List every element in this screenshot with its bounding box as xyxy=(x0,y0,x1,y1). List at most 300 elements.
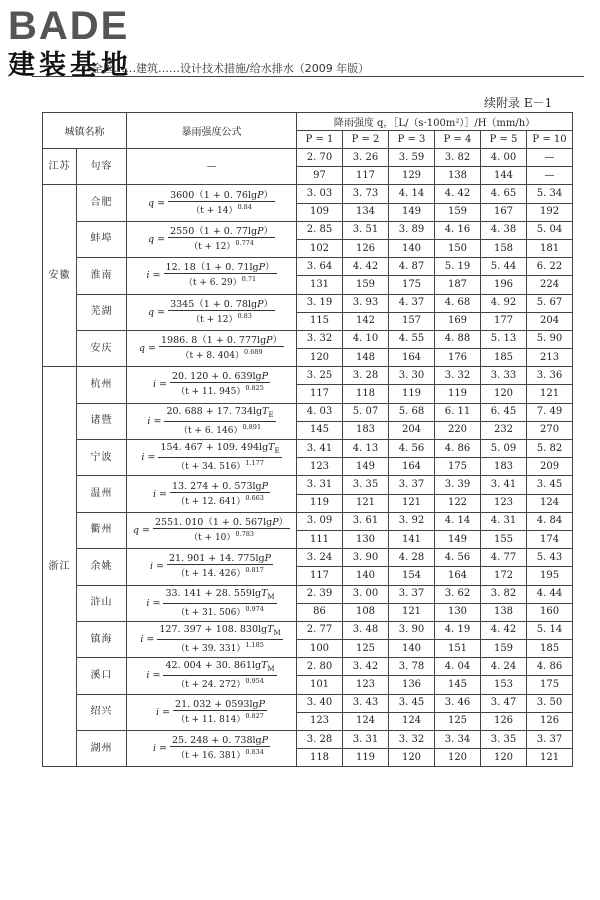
formula-denominator: （t + 31. 506）$^{0.974}$ xyxy=(176,604,264,618)
city-cell: 蚌埠 xyxy=(77,221,127,257)
formula-exponent: 0.84 xyxy=(237,202,252,211)
formula-exponent: 0.974 xyxy=(245,604,264,613)
intensity-q-cell: 3. 37 xyxy=(389,585,435,603)
city-cell: 宁波 xyxy=(77,440,127,476)
intensity-h-cell: 187 xyxy=(435,276,481,294)
intensity-h-cell: 196 xyxy=(481,276,527,294)
intensity-q-cell: 3. 36 xyxy=(527,367,573,385)
intensity-h-cell: 150 xyxy=(435,239,481,257)
intensity-h-cell: 159 xyxy=(481,640,527,658)
period-header: P = 2 xyxy=(343,131,389,149)
intensity-h-cell: 175 xyxy=(527,676,573,694)
formula-denominator: $(t + 10)^{0.783}$ xyxy=(189,529,255,543)
province-cell: 浙江 xyxy=(43,367,77,767)
formula-exponent: 0.954 xyxy=(245,677,264,686)
city-cell: 衢州 xyxy=(77,512,127,548)
intensity-q-cell: 3. 03 xyxy=(297,185,343,203)
formula-cell: q = $\frac{3600(1 + 0. 76\lg P)}{(t + 14)^{0.84}}$ xyxy=(127,185,297,221)
intensity-h-cell: 144 xyxy=(481,167,527,185)
formula-lhs: i xyxy=(146,597,150,609)
intensity-h-cell: 120 xyxy=(389,749,435,767)
appendix-label: 续附录 E－1 xyxy=(484,96,553,110)
intensity-h-cell: 192 xyxy=(527,203,573,221)
intensity-h-cell: 232 xyxy=(481,421,527,439)
intensity-q-cell: 4. 44 xyxy=(527,585,573,603)
intensity-h-cell: 164 xyxy=(435,567,481,585)
formula-exponent: 0.891 xyxy=(242,422,262,431)
intensity-q-cell: 4. 56 xyxy=(435,549,481,567)
intensity-q-cell: 3. 89 xyxy=(389,221,435,239)
intensity-h-cell: 123 xyxy=(297,712,343,730)
intensity-h-cell: — xyxy=(527,167,573,185)
intensity-q-cell: 4. 68 xyxy=(435,294,481,312)
intensity-q-cell: 6. 22 xyxy=(527,258,573,276)
intensity-q-cell: 4. 04 xyxy=(435,658,481,676)
intensity-h-cell: 145 xyxy=(297,421,343,439)
intensity-h-cell: 111 xyxy=(297,530,343,548)
intensity-q-cell: 4. 16 xyxy=(435,221,481,239)
intensity-h-cell: 195 xyxy=(527,567,573,585)
table-row xyxy=(43,440,573,458)
city-cell: 句容 xyxy=(77,149,127,185)
formula-cell: i = $\frac{12. 18(1 + 0. 71\lg P)}{(t + 6. 29)^{0.71}}$ xyxy=(127,258,297,294)
intensity-q-cell: 3. 28 xyxy=(343,367,389,385)
intensity-q-cell: 3. 93 xyxy=(343,294,389,312)
city-cell: 余姚 xyxy=(77,549,127,585)
intensity-h-cell: 176 xyxy=(435,349,481,367)
table-row xyxy=(43,185,573,203)
formula-cell: i = $\frac{21. 032 + 0593\lg P}{(t + 11. 814)^{0.827}}$ xyxy=(127,694,297,730)
intensity-h-cell: 138 xyxy=(481,603,527,621)
formula-lhs: q xyxy=(138,343,146,355)
intensity-q-cell: 3. 45 xyxy=(527,476,573,494)
intensity-h-cell: 117 xyxy=(343,167,389,185)
intensity-q-cell: 3. 32 xyxy=(389,731,435,749)
intensity-q-cell: 4. 86 xyxy=(435,440,481,458)
intensity-q-cell: 4. 42 xyxy=(481,621,527,639)
intensity-h-cell: 126 xyxy=(527,712,573,730)
period-header: P = 3 xyxy=(389,131,435,149)
province-cell: 安徽 xyxy=(43,185,77,367)
intensity-q-cell: 3. 00 xyxy=(343,585,389,603)
formula-lhs: i xyxy=(141,452,145,464)
period-header: P = 5 xyxy=(481,131,527,149)
intensity-h-cell: 140 xyxy=(389,640,435,658)
intensity-q-cell: 5. 13 xyxy=(481,330,527,348)
intensity-q-cell: 3. 32 xyxy=(297,330,343,348)
intensity-h-cell: 149 xyxy=(389,203,435,221)
formula-fraction xyxy=(173,699,267,726)
intensity-h-cell: 122 xyxy=(435,494,481,512)
intensity-h-cell: 164 xyxy=(389,349,435,367)
formula-lhs: i xyxy=(146,670,150,682)
variable-p: P xyxy=(257,189,264,201)
formula-exponent: 0.663 xyxy=(245,493,264,502)
intensity-h-cell: 119 xyxy=(297,494,343,512)
intensity-h-cell: 109 xyxy=(297,203,343,221)
formula-lhs: i xyxy=(147,415,151,427)
variable-t: T xyxy=(268,442,275,454)
intensity-q-cell: 4. 42 xyxy=(343,258,389,276)
intensity-h-cell: 124 xyxy=(527,494,573,512)
intensity-h-cell: 123 xyxy=(297,458,343,476)
formula-denominator: （t + 6. 146）$^{0.891}$ xyxy=(178,422,262,436)
formula-fraction xyxy=(167,553,273,580)
intensity-h-cell: 220 xyxy=(435,421,481,439)
intensity-q-cell: 3. 37 xyxy=(389,476,435,494)
intensity-q-cell: 5. 82 xyxy=(527,440,573,458)
formula-cell: i = $\frac{20. 688 + 17. 734\lg T_E}{(t + 6. 146)^{0.891}}$ xyxy=(127,403,297,439)
intensity-h-cell: 117 xyxy=(297,567,343,585)
formula-fraction xyxy=(170,481,270,508)
formula-denominator: （t + 8. 404）$^{0.689}$ xyxy=(180,348,263,362)
intensity-q-cell: 3. 50 xyxy=(527,694,573,712)
intensity-h-cell: 119 xyxy=(343,749,389,767)
intensity-h-cell: 121 xyxy=(389,494,435,512)
intensity-q-cell: 3. 28 xyxy=(297,731,343,749)
intensity-q-cell: 4. 38 xyxy=(481,221,527,239)
formula-cell: q = $\frac{1986. 8(1 + 0. 777\lg P)}{(t + 8. 404)^{0.689}}$ xyxy=(127,330,297,366)
intensity-q-cell: 4. 77 xyxy=(481,549,527,567)
intensity-h-cell: 120 xyxy=(481,385,527,403)
intensity-h-cell: 120 xyxy=(481,749,527,767)
formula-exponent: 0.825 xyxy=(245,384,264,393)
city-cell: 温州 xyxy=(77,476,127,512)
intensity-h-cell: 149 xyxy=(435,530,481,548)
intensity-q-cell: 3. 82 xyxy=(435,149,481,167)
variable-t: T xyxy=(262,405,269,417)
intensity-q-cell: 3. 61 xyxy=(343,512,389,530)
formula-exponent: 0.827 xyxy=(245,711,264,720)
intensity-q-cell: 5. 43 xyxy=(527,549,573,567)
intensity-q-cell: 4. 56 xyxy=(389,440,435,458)
intensity-q-cell: 4. 37 xyxy=(389,294,435,312)
subscript: M xyxy=(267,665,275,674)
table-row xyxy=(43,149,573,167)
table-row xyxy=(43,476,573,494)
intensity-h-cell: 177 xyxy=(481,312,527,330)
intensity-h-cell: 181 xyxy=(527,239,573,257)
intensity-q-cell: 4. 87 xyxy=(389,258,435,276)
intensity-h-cell: 134 xyxy=(343,203,389,221)
formula-fraction xyxy=(164,406,275,437)
intensity-q-cell: 4. 55 xyxy=(389,330,435,348)
intensity-q-cell: 3. 24 xyxy=(297,549,343,567)
intensity-q-cell: 3. 47 xyxy=(481,694,527,712)
formula-numerator: 21. 901 + 14. 775lgP xyxy=(169,553,272,565)
intensity-q-cell: 4. 88 xyxy=(435,330,481,348)
header-formula: 暴雨强度公式 xyxy=(127,113,297,149)
formula-fraction xyxy=(168,190,275,217)
intensity-q-cell: 3. 41 xyxy=(481,476,527,494)
intensity-h-cell: 158 xyxy=(481,239,527,257)
formula-numerator: 13. 274 + 0. 573lgP xyxy=(172,480,269,492)
variable-p: P xyxy=(261,371,269,383)
intensity-q-cell: 3. 32 xyxy=(435,367,481,385)
intensity-q-cell: 3. 51 xyxy=(343,221,389,239)
formula-denominator: $(t + 12)^{0.774}$ xyxy=(189,238,255,252)
formula-lhs: i xyxy=(152,379,157,391)
variable-p: P xyxy=(258,262,265,274)
formula-cell: i = $\frac{13. 274 + 0. 573\lg P}{(t + 12. 641)^{0.663}}$ xyxy=(127,476,297,512)
intensity-h-cell: 121 xyxy=(389,603,435,621)
intensity-h-cell: 121 xyxy=(527,749,573,767)
intensity-h-cell: 102 xyxy=(297,239,343,257)
intensity-h-cell: 115 xyxy=(297,312,343,330)
formula-denominator: （t + 11. 945）$^{0.825}$ xyxy=(176,384,264,398)
intensity-q-cell: 3. 45 xyxy=(389,694,435,712)
city-cell: 浒山 xyxy=(77,585,127,621)
intensity-q-cell: 3. 78 xyxy=(389,658,435,676)
variable-p: P xyxy=(258,698,265,710)
formula-fraction xyxy=(153,517,290,544)
intensity-q-cell: 5. 07 xyxy=(343,403,389,421)
intensity-h-cell: 140 xyxy=(343,567,389,585)
intensity-q-cell: 3. 40 xyxy=(297,694,343,712)
formula-numerator: 127. 397 + 108. 830lgT$_M$ xyxy=(157,624,282,640)
city-cell: 湖州 xyxy=(77,731,127,767)
city-cell: 淮南 xyxy=(77,258,127,294)
formula-fraction xyxy=(158,442,281,473)
intensity-q-cell: 3. 31 xyxy=(297,476,343,494)
formula-fraction xyxy=(168,299,275,326)
period-header: P = 4 xyxy=(435,131,481,149)
intensity-q-cell: 3. 73 xyxy=(343,185,389,203)
period-header: P = 1 xyxy=(297,131,343,149)
period-header: P = 10 xyxy=(527,131,573,149)
intensity-q-cell: 4. 14 xyxy=(389,185,435,203)
intensity-h-cell: 124 xyxy=(389,712,435,730)
intensity-h-cell: 270 xyxy=(527,421,573,439)
formula-numerator: 1986. 8（1 + 0. 777lgP） xyxy=(161,335,283,347)
formula-lhs: i xyxy=(155,706,160,718)
table-row xyxy=(43,294,573,312)
header-intensity: 降雨强度 q，［L/（s·100m²）］/H（mm/h） xyxy=(297,113,573,131)
city-cell: 溪口 xyxy=(77,658,127,694)
formula-numerator: 20. 688 + 17. 734lgT$_E$ xyxy=(164,406,275,422)
formula-exponent: 0.834 xyxy=(245,748,264,757)
formula-cell: i = $\frac{42. 004 + 30. 861\lg T_M}{(t + 24. 272)^{0.954}}$ xyxy=(127,658,297,694)
header-divider xyxy=(32,76,584,77)
intensity-q-cell: 5. 34 xyxy=(527,185,573,203)
formula-numerator: 21. 032 + 0593lgP xyxy=(175,698,265,710)
intensity-q-cell: 3. 31 xyxy=(343,731,389,749)
formula-lhs: i xyxy=(140,634,144,646)
intensity-q-cell: 4. 10 xyxy=(343,330,389,348)
intensity-q-cell: 3. 34 xyxy=(435,731,481,749)
intensity-q-cell: 3. 43 xyxy=(343,694,389,712)
formula-denominator: （t + 16. 381）$^{0.834}$ xyxy=(176,748,264,762)
table-row xyxy=(43,731,573,749)
city-cell: 芜湖 xyxy=(77,294,127,330)
intensity-h-cell: 141 xyxy=(389,530,435,548)
formula-numerator: 25. 248 + 0. 738lgP xyxy=(172,735,269,747)
intensity-q-cell: 3. 35 xyxy=(481,731,527,749)
subscript: E xyxy=(268,410,274,419)
rainfall-intensity-table xyxy=(42,112,573,767)
table-row xyxy=(43,403,573,421)
intensity-q-cell: 4. 92 xyxy=(481,294,527,312)
formula-numerator: 33. 141 + 28. 559lgT$_M$ xyxy=(163,588,276,604)
formula-fraction xyxy=(170,371,270,398)
intensity-q-cell: 4. 86 xyxy=(527,658,573,676)
intensity-q-cell: 3. 26 xyxy=(343,149,389,167)
intensity-q-cell: 5. 44 xyxy=(481,258,527,276)
formula-cell: q = $\frac{2551. 010(1 + 0. 567\lg P)}{(t + 10)^{0.783}}$ xyxy=(127,512,297,548)
intensity-q-cell: 3. 59 xyxy=(389,149,435,167)
intensity-q-cell: 3. 19 xyxy=(297,294,343,312)
intensity-h-cell: 101 xyxy=(297,676,343,694)
formula-denominator: $(t + 12)^{0.83}$ xyxy=(191,311,252,325)
intensity-q-cell: 5. 04 xyxy=(527,221,573,239)
intensity-h-cell: 123 xyxy=(343,676,389,694)
intensity-q-cell: 4. 03 xyxy=(297,403,343,421)
city-cell: 绍兴 xyxy=(77,694,127,730)
intensity-h-cell: 164 xyxy=(389,458,435,476)
intensity-q-cell: 3. 90 xyxy=(389,621,435,639)
formula-exponent: 1.177 xyxy=(245,459,264,468)
intensity-h-cell: 183 xyxy=(481,458,527,476)
intensity-h-cell: 108 xyxy=(343,603,389,621)
formula-denominator: （t + 12. 641）$^{0.663}$ xyxy=(176,493,264,507)
subscript: E xyxy=(274,447,280,456)
intensity-q-cell: 5. 14 xyxy=(527,621,573,639)
intensity-h-cell: 185 xyxy=(527,640,573,658)
subscript: M xyxy=(273,629,281,637)
intensity-h-cell: 129 xyxy=(389,167,435,185)
intensity-q-cell: 5. 68 xyxy=(389,403,435,421)
variable-p: P xyxy=(261,480,269,492)
formula-exponent: 0.774 xyxy=(235,238,255,247)
intensity-q-cell: 4. 65 xyxy=(481,185,527,203)
intensity-q-cell: 3. 42 xyxy=(343,658,389,676)
intensity-q-cell: 2. 80 xyxy=(297,658,343,676)
subscript: M xyxy=(267,592,275,601)
formula-numerator: 154. 467 + 109. 494lgT$_E$ xyxy=(158,442,281,458)
formula-numerator: 2550（1 + 0. 77lgP） xyxy=(170,225,274,237)
intensity-h-cell: 118 xyxy=(297,749,343,767)
formula-fraction xyxy=(170,735,270,762)
intensity-h-cell: 97 xyxy=(297,167,343,185)
intensity-h-cell: 159 xyxy=(435,203,481,221)
variable-p: P xyxy=(257,225,264,237)
formula-denominator: （t + 34. 516）$^{1.177}$ xyxy=(176,459,264,473)
intensity-h-cell: 138 xyxy=(435,167,481,185)
intensity-q-cell: 2. 70 xyxy=(297,149,343,167)
formula-lhs: q xyxy=(147,197,155,209)
city-cell: 安庆 xyxy=(77,330,127,366)
city-cell: 镇海 xyxy=(77,621,127,657)
variable-t: T xyxy=(261,660,268,672)
table-row xyxy=(43,694,573,712)
formula-fraction xyxy=(157,624,282,655)
intensity-h-cell: 183 xyxy=(343,421,389,439)
intensity-h-cell: 124 xyxy=(343,712,389,730)
formula-lhs: i xyxy=(146,270,150,282)
formula-lhs: q xyxy=(147,233,155,245)
intensity-q-cell: 3. 90 xyxy=(343,549,389,567)
table-row xyxy=(43,221,573,239)
city-cell: 合肥 xyxy=(77,185,127,221)
variable-p: P xyxy=(272,516,279,528)
intensity-q-cell: 5. 19 xyxy=(435,258,481,276)
intensity-h-cell: 125 xyxy=(343,640,389,658)
variable-p: P xyxy=(264,553,272,565)
formula-cell: i = $\frac{20. 120 + 0. 639\lg P}{(t + 11. 945)^{0.825}}$ xyxy=(127,367,297,403)
formula-numerator: 12. 18（1 + 0. 71lgP） xyxy=(165,262,275,274)
variable-p: P xyxy=(261,735,269,747)
variable-p: P xyxy=(257,298,264,310)
intensity-h-cell: 86 xyxy=(297,603,343,621)
intensity-h-cell: 148 xyxy=(343,349,389,367)
intensity-h-cell: 209 xyxy=(527,458,573,476)
intensity-h-cell: 119 xyxy=(389,385,435,403)
intensity-h-cell: 120 xyxy=(435,749,481,767)
formula-lhs: q xyxy=(147,306,155,318)
formula-numerator: 20. 120 + 0. 639lgP xyxy=(172,371,269,383)
table-row xyxy=(43,621,573,639)
intensity-h-cell: 204 xyxy=(389,421,435,439)
formula-exponent: 0.71 xyxy=(241,275,257,284)
intensity-q-cell: 5. 67 xyxy=(527,294,573,312)
variable-p: P xyxy=(266,335,273,347)
formula-numerator: 3600（1 + 0. 76lgP） xyxy=(170,189,274,201)
intensity-h-cell: 117 xyxy=(297,385,343,403)
intensity-q-cell: 4. 84 xyxy=(527,512,573,530)
formula-exponent: 0.83 xyxy=(237,311,252,320)
formula-cell: q = $\frac{3345(1 + 0. 78\lg P)}{(t + 12)^{0.83}}$ xyxy=(127,294,297,330)
intensity-h-cell: 149 xyxy=(343,458,389,476)
table-row xyxy=(43,549,573,567)
formula-lhs: i xyxy=(152,488,157,500)
intensity-q-cell: 3. 35 xyxy=(343,476,389,494)
formula-exponent: 1.185 xyxy=(245,641,264,649)
formula-denominator: （t + 11. 814）$^{0.827}$ xyxy=(176,711,264,725)
intensity-q-cell: 3. 62 xyxy=(435,585,481,603)
formula-cell: i = $\frac{21. 901 + 14. 775\lg P}{(t + 14. 426)^{0.817}}$ xyxy=(127,549,297,585)
intensity-h-cell: 151 xyxy=(435,640,481,658)
formula-denominator: $(t + 14)^{0.84}$ xyxy=(191,202,252,216)
intensity-q-cell: 3. 30 xyxy=(389,367,435,385)
header-city: 城镇名称 xyxy=(43,113,127,149)
intensity-h-cell: 125 xyxy=(435,712,481,730)
formula-fraction xyxy=(163,588,276,619)
intensity-h-cell: 153 xyxy=(481,676,527,694)
book-title: 全国……建筑……设计技术措施/给水排水（2009 年版） xyxy=(92,62,370,75)
intensity-h-cell: 126 xyxy=(343,239,389,257)
variable-t: T xyxy=(267,624,274,636)
intensity-q-cell: 4. 14 xyxy=(435,512,481,530)
intensity-h-cell: 160 xyxy=(527,603,573,621)
table-body xyxy=(43,149,573,767)
formula-exponent: 0.689 xyxy=(244,348,263,357)
intensity-h-cell: 159 xyxy=(343,276,389,294)
intensity-q-cell: 3. 41 xyxy=(297,440,343,458)
formula-denominator: （t + 6. 29）$^{0.71}$ xyxy=(183,275,257,289)
table-row xyxy=(43,658,573,676)
variable-t: T xyxy=(261,587,268,599)
intensity-h-cell: 172 xyxy=(481,567,527,585)
intensity-h-cell: 121 xyxy=(527,385,573,403)
intensity-h-cell: 154 xyxy=(389,567,435,585)
formula-cell: i = $\frac{33. 141 + 28. 559\lg T_M}{(t + 31. 506)^{0.974}}$ xyxy=(127,585,297,621)
intensity-h-cell: 169 xyxy=(435,312,481,330)
formula-cell: q = $\frac{2550(1 + 0. 77\lg P)}{(t + 12)^{0.774}}$ xyxy=(127,221,297,257)
intensity-h-cell: 126 xyxy=(481,712,527,730)
table-row xyxy=(43,512,573,530)
logo-brand-cn: 建装基地 xyxy=(8,50,132,81)
intensity-h-cell: 204 xyxy=(527,312,573,330)
